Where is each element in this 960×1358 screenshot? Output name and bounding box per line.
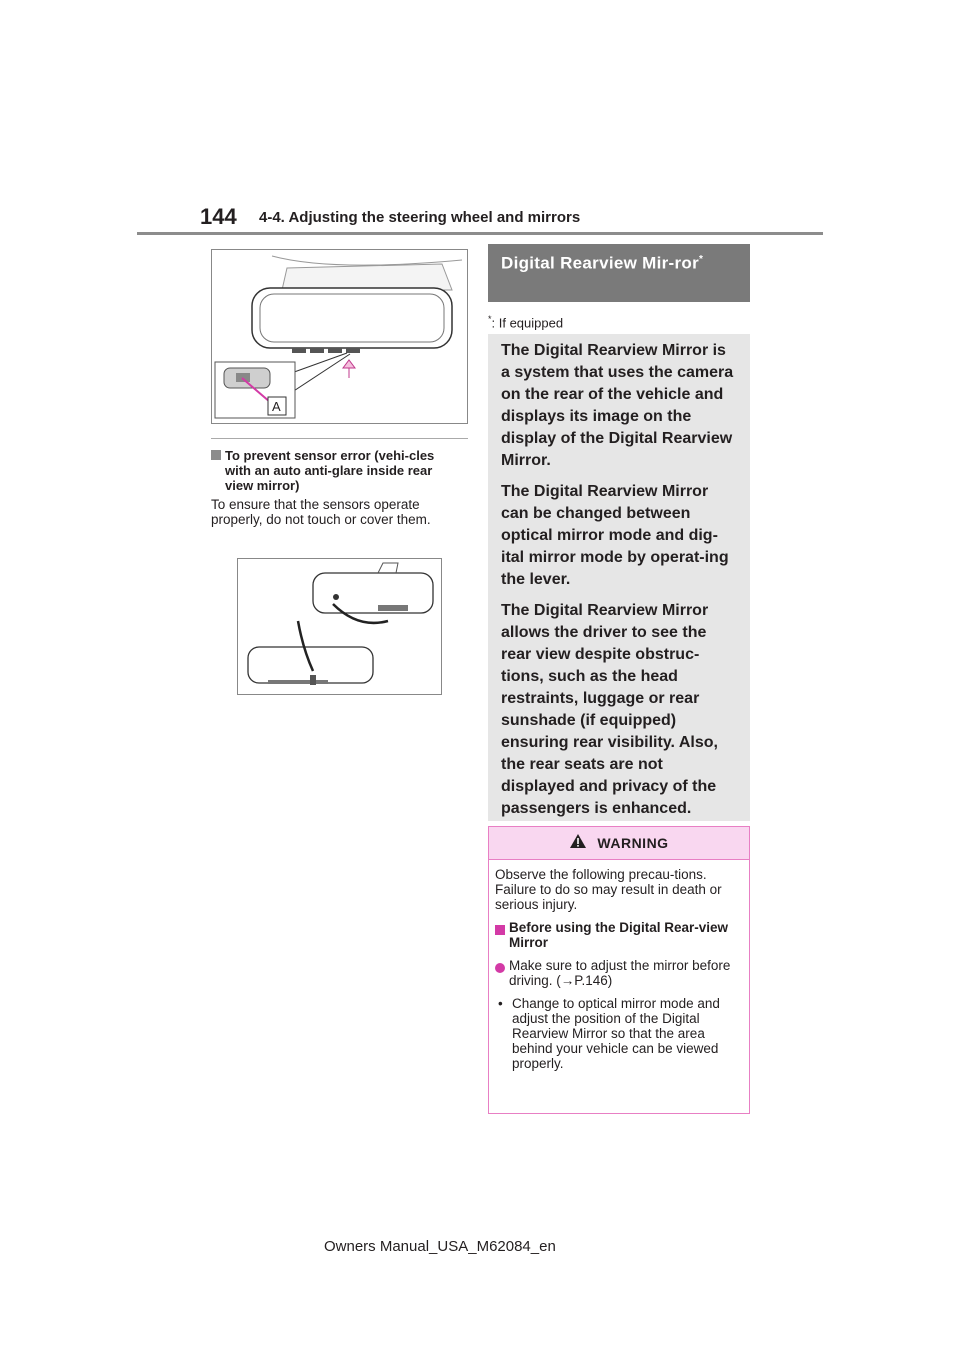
- warning-subheading: [495, 920, 743, 950]
- description-box: [488, 334, 750, 821]
- figure-callout-label: A: [272, 399, 281, 414]
- warning-dash-text: Change to optical mirror mode and adjust the position of the Digital Rearview Mirror so that the area behind your vehicle can be viewed properly.: [512, 996, 720, 1071]
- section-divider: [211, 438, 468, 439]
- footer-manual-id: Owners Manual_USA_M62084_en: [324, 1238, 556, 1255]
- warning-label: WARNING: [597, 835, 669, 851]
- magenta-dot-bullet-icon: [495, 963, 505, 973]
- footnote-text: : If equipped: [491, 315, 564, 331]
- warning-box: [488, 826, 750, 1114]
- rearview-mirror-sensor-illustration: [211, 249, 468, 424]
- footnote-asterisk: *: [488, 314, 492, 324]
- page-number: 144: [200, 204, 237, 229]
- subheading-text: To prevent sensor error (vehi-cles with an auto anti-glare inside rear view mirror): [225, 448, 435, 493]
- warning-triangle-icon: [569, 833, 587, 854]
- warning-intro: Observe the following precau-tions. Failure to do so may result in death or serious injury.: [495, 867, 722, 912]
- description-paragraph: The Digital Rearview Mirror is a system that uses the camera on the rear of the vehicle and displays its image on the display of the Digital Rearview Mirror.: [501, 342, 734, 469]
- title-footnote-mark: *: [699, 254, 704, 265]
- description-paragraph: The Digital Rearview Mirror can be changed between optical mirror mode and dig-ital mirror mode by operat-ing the lever.: [501, 483, 729, 588]
- warning-subheading-text: Before using the Digital Rear-view Mirror: [509, 920, 729, 950]
- warning-header: [489, 827, 749, 860]
- title-text: Digital Rearview Mir-ror: [501, 253, 700, 273]
- sensor-instruction-text: To ensure that the sensors operate properly, do not touch or cover them.: [211, 497, 431, 527]
- warning-bullet-text: Make sure to adjust the mirror before driving. (→P.146): [509, 958, 731, 988]
- warning-body: [489, 860, 749, 1086]
- sensor-error-subheading: [211, 448, 471, 493]
- dash-bullet: •: [498, 996, 503, 1011]
- description-paragraph: The Digital Rearview Mirror allows the driver to see the rear view despite obstruc-tions, such as the head restraints, luggage or rear sunshade (if equipped) ensuring rear visibility. Also, the rear seats are not displayed and privacy of the passengers is enhanced.: [501, 602, 718, 817]
- mirror-lever-illustration: [237, 558, 442, 695]
- gray-square-bullet-icon: [211, 450, 221, 460]
- header-divider: [137, 232, 823, 235]
- warning-dash-item: [495, 996, 743, 1071]
- magenta-square-bullet-icon: [495, 925, 505, 935]
- if-equipped-note: [488, 314, 563, 330]
- digital-rearview-mirror-title: [488, 244, 750, 302]
- section-title: 4-4. Adjusting the steering wheel and mirrors: [259, 209, 581, 226]
- warning-bullet: [495, 958, 743, 988]
